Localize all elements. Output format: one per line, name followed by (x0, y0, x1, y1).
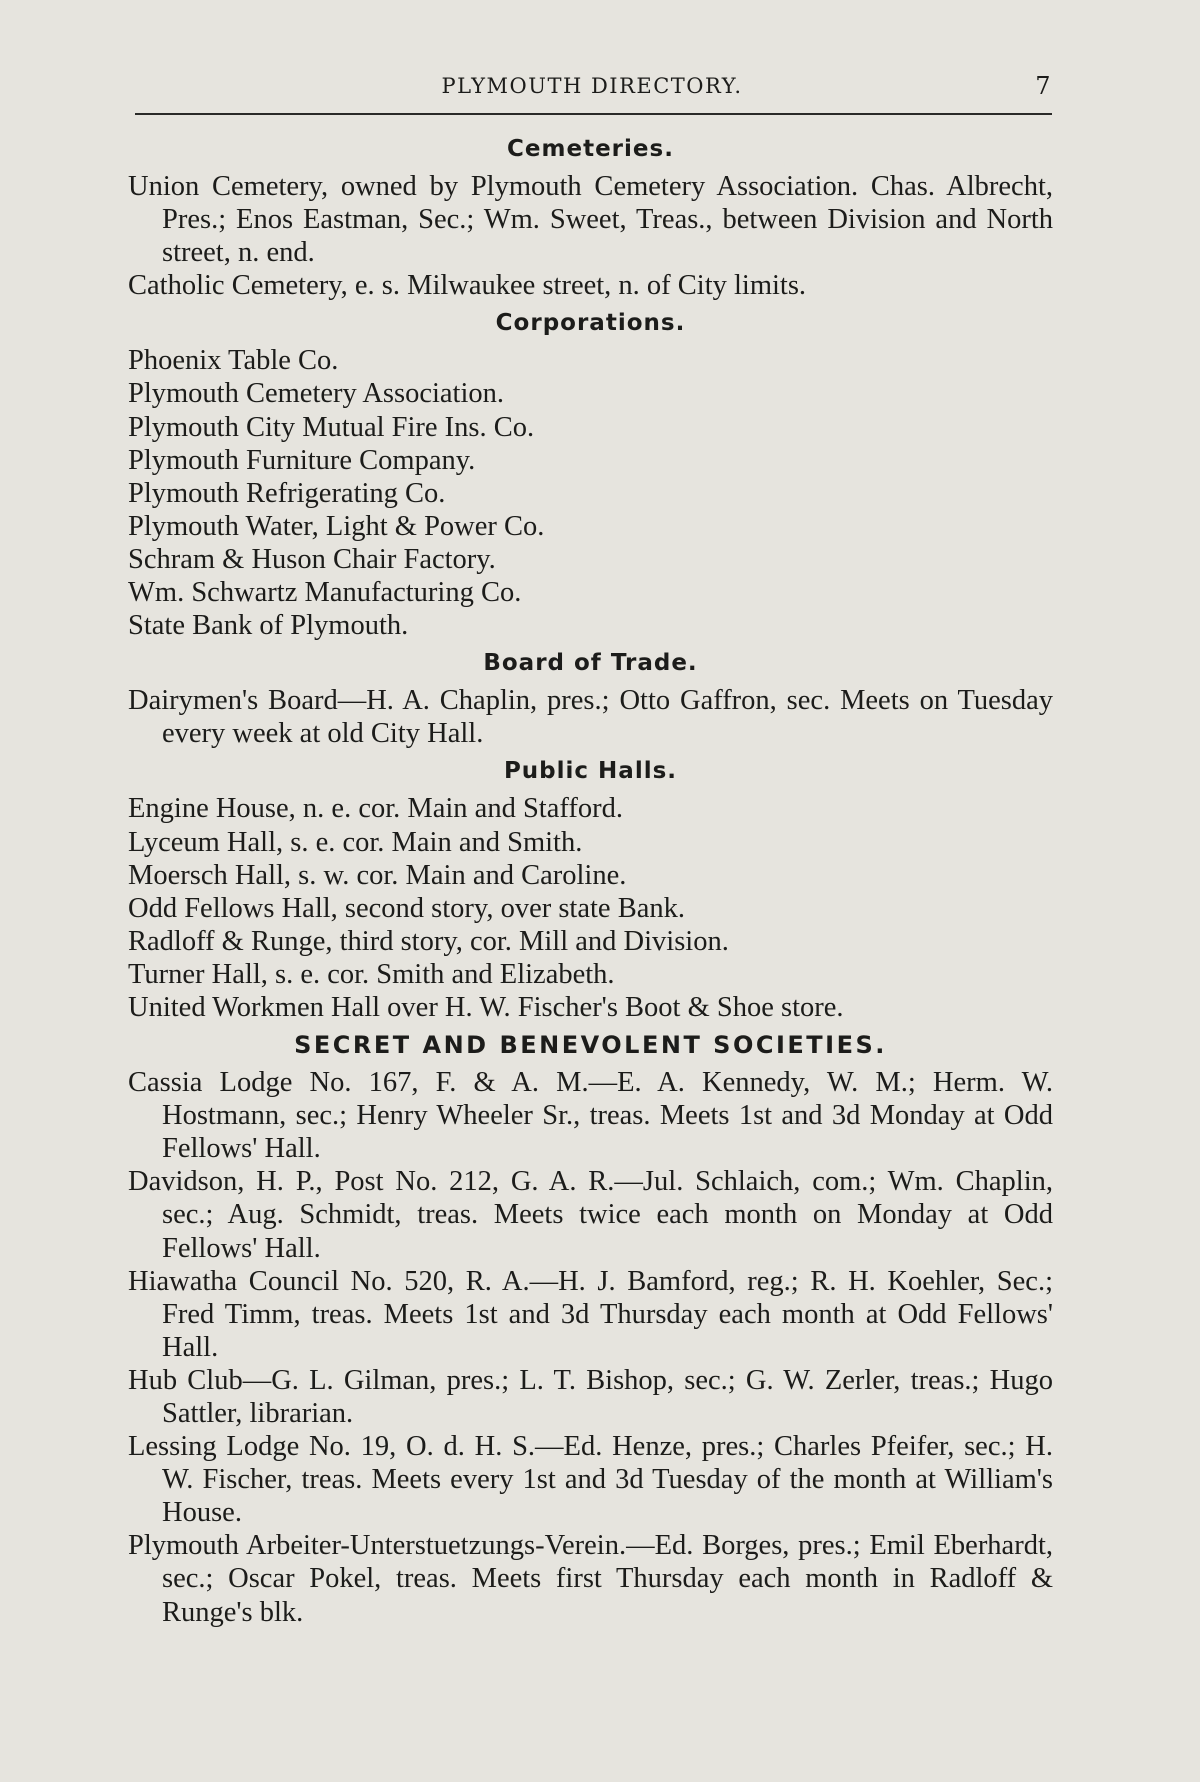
hall-item: Lyceum Hall, s. e. cor. Main and Smith. (128, 826, 583, 858)
section-heading-cemeteries: Cemeteries. (507, 136, 674, 162)
entry-catholic-cemetery: Catholic Cemetery, e. s. Milwaukee street, n. of City limits. (128, 270, 807, 302)
header-rule (135, 113, 1052, 115)
society-item: Cassia Lodge No. 167, F. & A. M.—E. A. Kennedy, W. M.; Herm. W. Hostmann, sec.; Henry Wheeler Sr., treas. Meets 1st and 3d Monday at Odd Fellows' Hall. (128, 1067, 1053, 1165)
page-number: 7 (1035, 72, 1052, 100)
corporation-item: Plymouth Cemetery Association. (128, 378, 505, 410)
entry-dairymens-board: Dairymen's Board—H. A. Chaplin, pres.; Otto Gaffron, sec. Meets on Tuesday every week at old City Hall. (128, 685, 1053, 750)
society-item: Plymouth Arbeiter-Unterstuetzungs-Verein.—Ed. Borges, pres.; Emil Eberhardt, sec.; Oscar Pokel, treas. Meets first Thursday each month in Radloff & Runge's blk. (128, 1530, 1053, 1628)
corporation-item: Plymouth Water, Light & Power Co. (128, 510, 545, 542)
society-item: Hub Club—G. L. Gilman, pres.; L. T. Bishop, sec.; G. W. Zerler, treas.; Hugo Sattler, librarian. (128, 1364, 1053, 1429)
hall-item: Turner Hall, s. e. cor. Smith and Elizabeth. (128, 958, 615, 990)
corporation-item: Wm. Schwartz Manufacturing Co. (128, 577, 522, 609)
section-heading-corporations: Corporations. (495, 310, 686, 337)
hall-item: Odd Fellows Hall, second story, over state Bank. (128, 892, 685, 924)
hall-item: United Workmen Hall over H. W. Fischer's Boot & Shoe store. (128, 991, 844, 1023)
corporation-item: Plymouth Refrigerating Co. (128, 477, 446, 509)
running-title: PLYMOUTH DIRECTORY. (441, 74, 743, 98)
page-content (128, 128, 1053, 1629)
corporation-item: Phoenix Table Co. (128, 345, 339, 377)
section-heading-societies: SECRET AND BENEVOLENT SOCIETIES. (294, 1031, 887, 1060)
society-item: Davidson, H. P., Post No. 212, G. A. R.—Jul. Schlaich, com.; Wm. Chaplin, sec.; Aug. Schmidt, treas. Meets twice each month on Monday at Odd Fellows' Hall. (128, 1166, 1053, 1264)
corporation-item: Plymouth Furniture Company. (128, 444, 476, 476)
society-item: Hiawatha Council No. 520, R. A.—H. J. Bamford, reg.; R. H. Koehler, Sec.; Fred Timm, treas. Meets 1st and 3d Thursday each month at Odd Fellows' Hall. (128, 1265, 1053, 1363)
entry-union-cemetery: Union Cemetery, owned by Plymouth Cemetery Association. Chas. Albrecht, Pres.; Enos Eastman, Sec.; Wm. Sweet, Treas., between Division and North street, n. end. (128, 171, 1053, 269)
hall-item: Engine House, n. e. cor. Main and Stafford. (128, 793, 623, 825)
hall-item: Radloff & Runge, third story, cor. Mill and Division. (128, 925, 729, 957)
section-heading-public-halls: Public Halls. (503, 758, 678, 785)
page-header (132, 70, 1052, 110)
hall-item: Moersch Hall, s. w. cor. Main and Caroline. (128, 859, 627, 891)
corporation-item: Schram & Huson Chair Factory. (128, 543, 496, 575)
corporation-item: Plymouth City Mutual Fire Ins. Co. (128, 411, 535, 443)
section-heading-board-of-trade: Board of Trade. (483, 650, 698, 677)
corporation-item: State Bank of Plymouth. (128, 610, 409, 642)
society-item: Lessing Lodge No. 19, O. d. H. S.—Ed. Henze, pres.; Charles Pfeifer, sec.; H. W. Fischer, treas. Meets every 1st and 3d Tuesday of the month at William's House. (128, 1431, 1053, 1529)
